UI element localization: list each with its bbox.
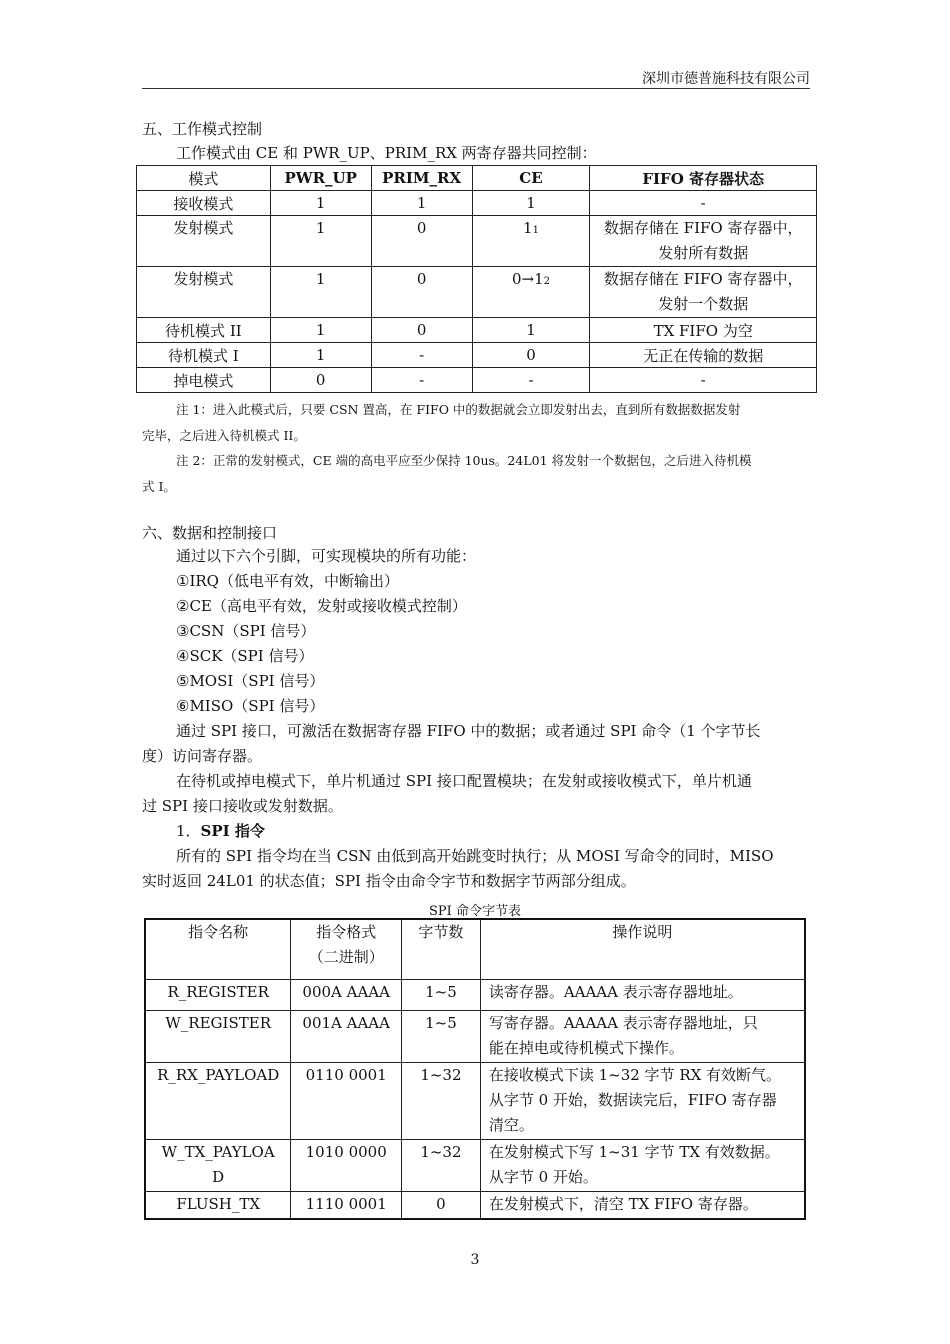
cmd-desc-cell <box>480 1062 805 1139</box>
table-row <box>145 1191 805 1219</box>
note1-line2: 完毕，之后进入待机模式 II。 <box>142 428 306 443</box>
col-fifo-header <box>590 166 817 191</box>
fifo-cell <box>590 267 817 318</box>
note1-line1: 注 1：进入此模式后，只要 CSN 置高，在 FIFO 中的数据就会立即发射出去，直到所有数据数据发射 <box>176 402 741 417</box>
cmd-name-cell: R_REGISTER <box>145 979 291 1010</box>
col-bytes-header: 字节数 <box>402 919 481 979</box>
desc-line: 从字节 0 开始，数据读完后，FIFO 寄存器 <box>488 1090 777 1109</box>
ce-cell <box>472 267 590 318</box>
primrx-cell: 0 <box>371 318 472 343</box>
cmd-desc-cell <box>480 1010 805 1062</box>
mode-table-header <box>137 166 817 191</box>
mode-cell: 待机模式 II <box>137 318 271 343</box>
para1-line2: 度）访问寄存器。 <box>142 747 263 765</box>
fifo-cell: 无正在传输的数据 <box>590 343 817 368</box>
note2-line2: 式 I。 <box>142 479 176 494</box>
ce-footnote-ref: 2 <box>543 276 550 287</box>
pin-mosi: ⑤MOSI（SPI 信号） <box>176 672 325 690</box>
table-row <box>137 318 817 343</box>
cmd-bytes-cell: 0 <box>402 1191 481 1219</box>
para2-line2: 过 SPI 接口接收或发射数据。 <box>142 797 343 815</box>
col-name-header: 指令名称 <box>145 919 291 979</box>
fifo-line: 数据存储在 FIFO 寄存器中， <box>603 219 803 237</box>
mode-cell: 发射模式 <box>137 216 271 267</box>
cmd-format-cell: 1110 0001 <box>291 1191 402 1219</box>
section6-intro: 通过以下六个引脚，可实现模块的所有功能： <box>176 547 477 565</box>
para3-line2: 实时返回 24L01 的状态值；SPI 指令由命令字节和数据字节两部分组成。 <box>142 872 636 890</box>
table-row <box>137 368 817 393</box>
desc-line: 写寄存器。AAAAA 表示寄存器地址，只 <box>488 1013 758 1032</box>
mode-cell: 发射模式 <box>137 267 271 318</box>
subsection-heading <box>176 819 265 844</box>
section5-title: 五、工作模式控制 <box>142 120 263 138</box>
ce-cell: - <box>472 368 590 393</box>
fifo-cell <box>590 216 817 267</box>
spi-command-table <box>144 918 806 1220</box>
primrx-cell: - <box>371 368 472 393</box>
cmd-bytes-cell: 1~32 <box>402 1062 481 1139</box>
ce-cell <box>472 216 590 267</box>
ce-cell: 1 <box>472 318 590 343</box>
desc-line: 能在掉电或待机模式下操作。 <box>488 1038 684 1057</box>
desc-line: 从字节 0 开始。 <box>488 1167 598 1186</box>
cmd-desc-cell <box>480 1139 805 1191</box>
ce-value: 0→1 <box>511 270 544 288</box>
note2-line1: 注 2：正常的发射模式，CE 端的高电平应至少保持 10us。24L01 将发射一个数据包，之后进入待机模 <box>176 453 752 468</box>
table-row <box>137 191 817 216</box>
col-format-header <box>291 919 402 979</box>
pin-csn: ③CSN（SPI 信号） <box>176 622 316 640</box>
pin-miso: ⑥MISO（SPI 信号） <box>176 697 325 715</box>
mode-cell: 待机模式 I <box>137 343 271 368</box>
desc-line: 在接收模式下读 1~32 字节 RX 有效断气。 <box>488 1065 782 1084</box>
pin-irq: ①IRQ（低电平有效，中断输出） <box>176 572 399 590</box>
desc-line: 在发射模式下写 1~31 字节 TX 有效数据。 <box>488 1142 780 1161</box>
company-name: 深圳市德普施科技有限公司 <box>642 71 810 87</box>
cmd-name-cell <box>145 1139 291 1191</box>
cmd-format-cell: 001A AAAA <box>291 1010 402 1062</box>
mode-cell: 掉电模式 <box>137 368 271 393</box>
para2-line1: 在待机或掉电模式下，单片机通过 SPI 接口配置模块；在发射或接收模式下，单片机通 <box>176 772 752 790</box>
desc-line: 清空。 <box>488 1115 534 1134</box>
spi-table-header <box>145 919 805 979</box>
mode-cell: 接收模式 <box>137 191 271 216</box>
spi-table-caption: SPI 命令字节表 <box>429 904 521 919</box>
table-row <box>145 979 805 1010</box>
fifo-cell: - <box>590 191 817 216</box>
table-row <box>137 343 817 368</box>
pin-ce: ②CE（高电平有效，发射或接收模式控制） <box>176 597 467 615</box>
cmd-bytes-cell: 1~5 <box>402 1010 481 1062</box>
page-number: 3 <box>470 1252 480 1268</box>
cmd-bytes-cell: 1~32 <box>402 1139 481 1191</box>
fifo-cell: TX FIFO 为空 <box>590 318 817 343</box>
cmd-desc-cell: 读寄存器。AAAAA 表示寄存器地址。 <box>480 979 805 1010</box>
col-fifo-header-text: FIFO 寄存器状态 <box>642 169 764 188</box>
para1-line1: 通过 SPI 接口，可激活在数据寄存器 FIFO 中的数据；或者通过 SPI 命令（1 个字节长 <box>176 722 761 740</box>
table-row <box>145 1139 805 1191</box>
primrx-cell: 0 <box>371 267 472 318</box>
primrx-cell: 1 <box>371 191 472 216</box>
pwrup-cell: 1 <box>270 267 371 318</box>
ce-cell: 0 <box>472 343 590 368</box>
cmd-name-cell: W_REGISTER <box>145 1010 291 1062</box>
fifo-line: 发射所有数据 <box>658 244 749 262</box>
fifo-line: 数据存储在 FIFO 寄存器中， <box>603 270 803 288</box>
cmd-name-cell: R_RX_PAYLOAD <box>145 1062 291 1139</box>
col-desc-header: 操作说明 <box>480 919 805 979</box>
primrx-cell: 0 <box>371 216 472 267</box>
cmd-format-cell: 1010 0000 <box>291 1139 402 1191</box>
cmd-name-cell: FLUSH_TX <box>145 1191 291 1219</box>
col-format-header-line1: 指令格式 <box>316 923 377 941</box>
para3-line1: 所有的 SPI 指令均在当 CSN 由低到高开始跳变时执行；从 MOSI 写命令的同时，MISO <box>176 847 774 865</box>
pwrup-cell: 1 <box>270 216 371 267</box>
fifo-line: 发射一个数据 <box>658 295 749 313</box>
ce-footnote-ref: 1 <box>532 225 539 236</box>
table-row <box>145 1062 805 1139</box>
cmd-format-cell: 000A AAAA <box>291 979 402 1010</box>
pwrup-cell: 1 <box>270 191 371 216</box>
name-line: D <box>212 1167 225 1186</box>
name-line: W_TX_PAYLOA <box>161 1142 275 1161</box>
col-mode-header: 模式 <box>137 166 271 191</box>
pwrup-cell: 1 <box>270 318 371 343</box>
primrx-cell: - <box>371 343 472 368</box>
subsection-number: 1． <box>176 822 201 840</box>
cmd-desc-cell: 在发射模式下，清空 TX FIFO 寄存器。 <box>480 1191 805 1219</box>
pwrup-cell: 0 <box>270 368 371 393</box>
col-format-header-line2: （二进制） <box>308 948 384 966</box>
table-row <box>137 267 817 318</box>
fifo-cell: - <box>590 368 817 393</box>
table-row <box>137 216 817 267</box>
ce-value: 1 <box>523 219 533 237</box>
ce-cell: 1 <box>472 191 590 216</box>
section6-title: 六、数据和控制接口 <box>142 524 278 542</box>
col-primrx-header: PRIM_RX <box>371 166 472 191</box>
table-row <box>145 1010 805 1062</box>
cmd-bytes-cell: 1~5 <box>402 979 481 1010</box>
pwrup-cell: 1 <box>270 343 371 368</box>
mode-table <box>136 165 817 393</box>
pin-sck: ④SCK（SPI 信号） <box>176 647 314 665</box>
subsection-title: SPI 指令 <box>200 822 265 840</box>
cmd-format-cell: 0110 0001 <box>291 1062 402 1139</box>
section5-intro: 工作模式由 CE 和 PWR_UP、PRIM_RX 两寄存器共同控制： <box>176 144 597 162</box>
col-pwrup-header: PWR_UP <box>270 166 371 191</box>
col-ce-header: CE <box>472 166 590 191</box>
page-header <box>142 70 810 89</box>
